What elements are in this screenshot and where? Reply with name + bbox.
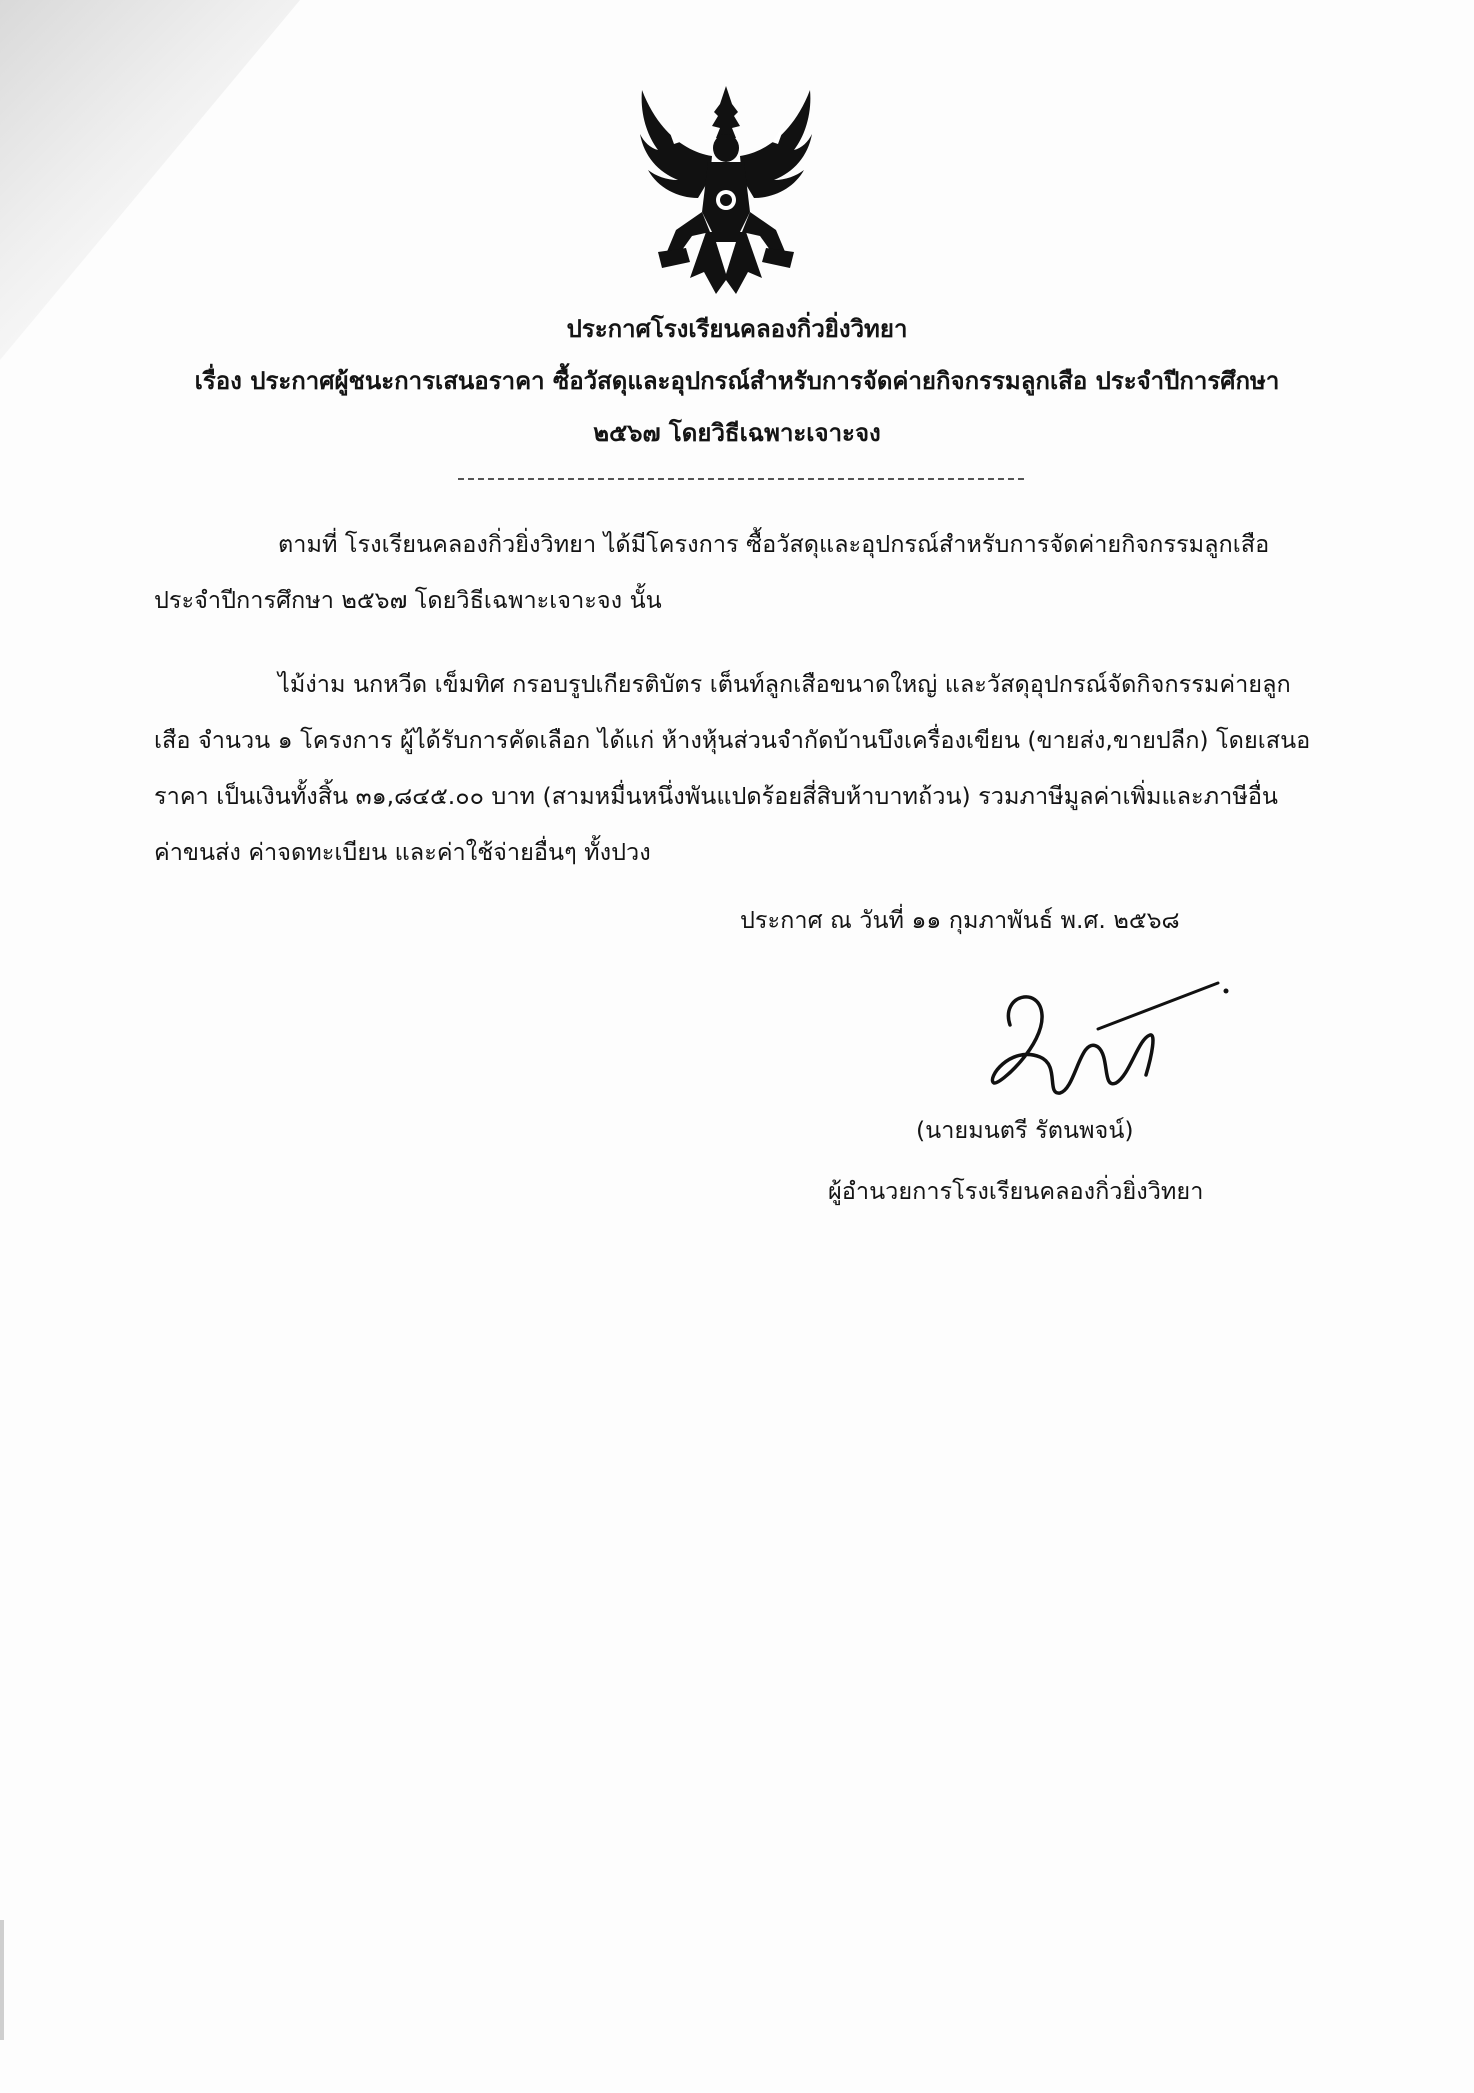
paragraph-2-line-1: ไม้ง่าม นกหวีด เข็มทิศ กรอบรูปเกียรติบัตร เต็นท์ลูกเสือขนาดใหญ่ และวัสดุอุปกรณ์จัดกิจกรรมค่ายลูก — [278, 670, 1291, 698]
announcement-subject-line-1: เรื่อง ประกาศผู้ชนะการเสนอราคา ซื้อวัสดุและอุปกรณ์สำหรับการจัดค่ายกิจกรรมลูกเสือ ประจำปีการศึกษา — [194, 367, 1280, 395]
header-divider — [458, 478, 1024, 480]
signatory-position: ผู้อำนวยการโรงเรียนคลองกิ่วยิ่งวิทยา — [828, 1177, 1204, 1205]
garuda-emblem-icon — [636, 82, 816, 298]
paragraph-2-line-4: ค่าขนส่ง ค่าจดทะเบียน และค่าใช้จ่ายอื่นๆ ทั้งปวง — [154, 838, 651, 866]
announcement-subject-line-2: ๒๕๖๗ โดยวิธีเฉพาะเจาะจง — [593, 419, 881, 447]
announcement-date: ประกาศ ณ วันที่ ๑๑ กุมภาพันธ์ พ.ศ. ๒๕๖๘ — [740, 906, 1180, 934]
paragraph-1-line-2: ประจำปีการศึกษา ๒๕๖๗ โดยวิธีเฉพาะเจาะจง นั้น — [154, 586, 662, 614]
signatory-name: (นายมนตรี รัตนพจน์) — [916, 1116, 1134, 1144]
scan-margin-mark — [0, 1920, 4, 2040]
paragraph-1-line-1: ตามที่ โรงเรียนคลองกิ่วยิ่งวิทยา ได้มีโครงการ ซื้อวัสดุและอุปกรณ์สำหรับการจัดค่ายกิจกรรมลูกเสือ — [278, 530, 1270, 558]
paragraph-2-line-3: ราคา เป็นเงินทั้งสิ้น ๓๑,๘๔๕.๐๐ บาท (สามหมื่นหนึ่งพันแปดร้อยสี่สิบห้าบาทถ้วน) รวมภาษีมูลค่าเพิ่มและภาษีอื่น — [154, 782, 1278, 810]
paragraph-2-line-2: เสือ จำนวน ๑ โครงการ ผู้ได้รับการคัดเลือก ได้แก่ ห้างหุ้นส่วนจำกัดบ้านบึงเครื่องเขียน (ขายส่ง,ขายปลีก) โดยเสนอ — [154, 726, 1311, 754]
signature-image — [980, 965, 1240, 1115]
announcement-title: ประกาศโรงเรียนคลองกิ่วยิ่งวิทยา — [566, 315, 908, 343]
